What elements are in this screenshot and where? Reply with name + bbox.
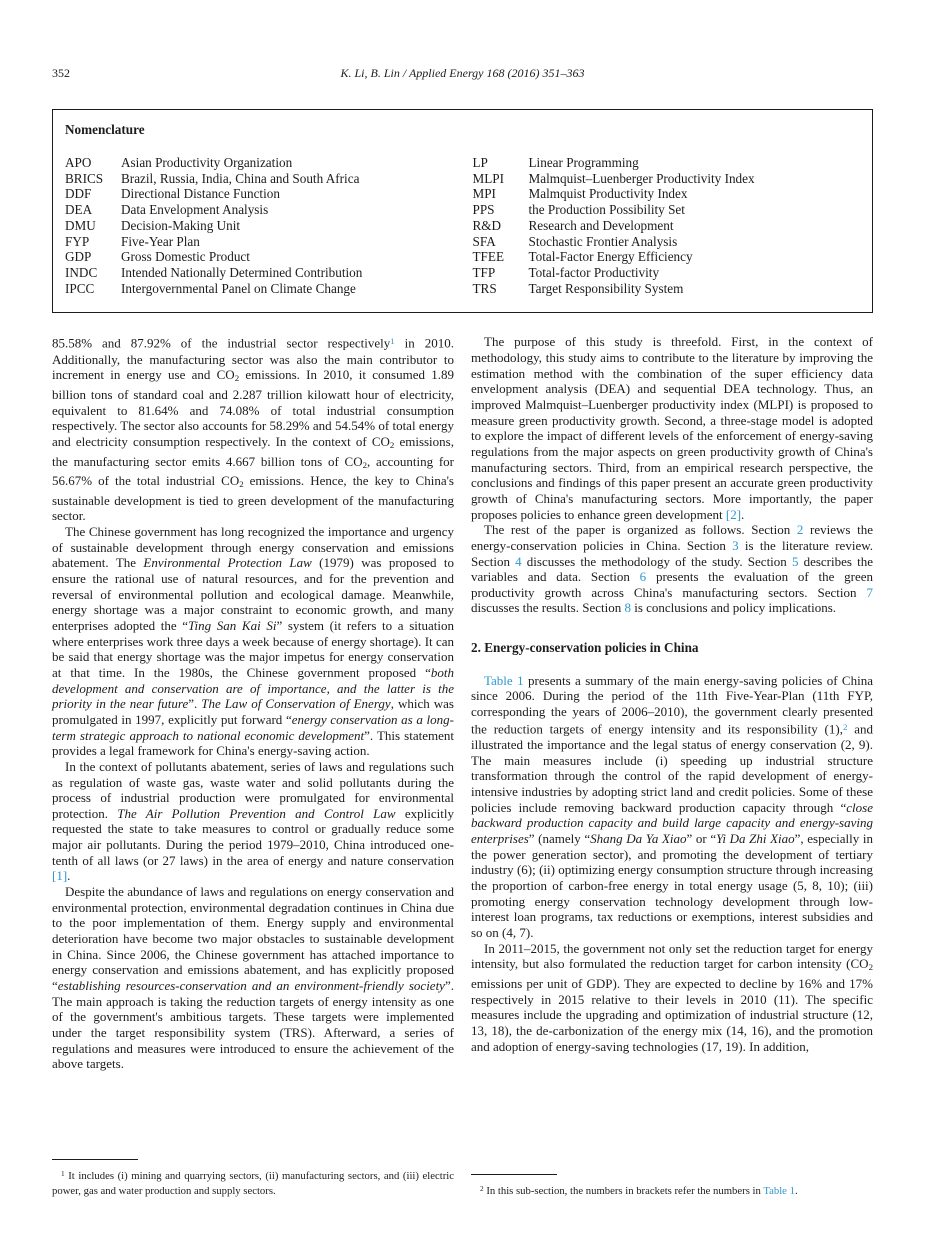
abbreviation: R&D (472, 217, 502, 233)
cross-reference-link[interactable]: [1] (52, 868, 68, 884)
definition: Total-Factor Energy Efficiency (528, 249, 693, 265)
nomenclature-entry (473, 249, 861, 265)
definition: Stochastic Frontier Analysis (528, 233, 678, 249)
abbreviation: MLPI (472, 170, 505, 186)
definition: Gross Domestic Product (121, 249, 250, 265)
definition: Intergovernmental Panel on Climate Change (121, 280, 356, 296)
definition: Directional Distance Function (121, 186, 280, 202)
nomenclature-right-list (453, 155, 861, 296)
text-segment: 2 (389, 439, 395, 450)
text-segment: The Law of Conservation of Energy (201, 696, 391, 712)
paragraph: In the context of pollutants abatement, series of laws and regulations such as regulation of waste gas, waste water and solid pollutants during the process of industrial production were promulgated for environmental protection. The Air Pollution Prevention and Control Law explicitly requested the state to take measures to control or gradually reduce some major air pollutants. During the period 1979–2010, China introduced one-tenth of all laws (or 27 laws) in the area of energy and nature conservation [1]. (52, 758, 454, 884)
paragraph: In 2011–2015, the government not only set the reduction target for energy intensity, but also formulated the reduction target for carbon intensity (CO2 emissions per unit of GDP). They are expected to decline by 16% and 17% respectively in 2015 relative to their levels in 2010 (11). The specific measures include the upgrading and optimization of industrial structure (12, 13, 18), the de-carbonization of the energy mix (14, 16), and the promotion and adoption of energy-saving technologies (17, 19). In addition, (471, 940, 873, 1054)
nomenclature-entry (65, 218, 453, 234)
nomenclature-entry (65, 234, 453, 250)
cross-reference-link[interactable]: 5 (791, 553, 799, 569)
cross-reference-link[interactable]: 8 (624, 600, 631, 616)
footnote-text: $^1$ It includes (i) mining and quarrying sectors, (ii) manufacturing sectors, and (iii) electric power, gas and water production and supply sectors. (52, 1170, 454, 1197)
right-column (471, 334, 873, 1198)
nomenclature-left-list (65, 155, 453, 296)
nomenclature-box (52, 109, 873, 313)
abbreviation: BRICS (65, 170, 104, 186)
definition: Malmquist Productivity Index (528, 186, 688, 202)
abbreviation: LP (472, 155, 488, 170)
nomenclature-entry (473, 281, 861, 297)
section-heading: 2. Energy-conservation policies in China (471, 640, 699, 656)
page-number: 352 (52, 66, 70, 80)
cross-reference-link[interactable]: 7 (866, 584, 873, 600)
definition: Linear Programming (528, 155, 639, 170)
body-columns (52, 334, 873, 1198)
cross-reference-link[interactable]: 2 (842, 721, 848, 732)
nomenclature-entry (65, 202, 453, 218)
definition: Research and Development (528, 217, 674, 233)
text-segment: 2 (234, 373, 240, 384)
abbreviation: DMU (65, 217, 96, 233)
nomenclature-entry (65, 249, 453, 265)
abbreviation: FYP (65, 233, 90, 249)
definition: Decision-Making Unit (121, 217, 241, 233)
nomenclature-entry (65, 171, 453, 187)
definition: Data Envelopment Analysis (121, 202, 269, 218)
paragraph: The purpose of this study is threefold. First, in the context of methodology, this study aims to contribute to the literature by improving the estimation method with the combination of the super efficiency data envelopment analysis (DEA) and sequential DEA technology. Thus, an improved Malmquist–Luenberger productivity index (MLPI) is proposed to measure green productivity growth. Second, a three-stage model is adopted to explore the impact of different levels of the enforcement of energy-saving regulations from the major aspects on green productivity growth of China's manufacturing sectors. Third, from an empirical research perspective, the conclusions and findings of this paper present an accurate green productivity growth of China's manufacturing sectors. More importantly, the paper proposes policies to enhance green development [2]. (471, 334, 873, 522)
nomenclature-entry (65, 281, 453, 297)
abbreviation: APO (65, 155, 92, 170)
text-segment: Environmental Protection Law (143, 555, 312, 571)
footnote-divider (52, 1159, 138, 1160)
cross-reference-link[interactable]: 6 (639, 569, 647, 585)
text-segment: establishing resources-conservation and an environment-friendly society (57, 978, 445, 994)
definition: Brazil, Russia, India, China and South Africa (121, 170, 360, 186)
abbreviation: MPI (472, 186, 496, 202)
cross-reference-link[interactable]: 1 (390, 336, 395, 347)
definition: Five-Year Plan (121, 233, 200, 249)
running-title: K. Li, B. Lin / Applied Energy 168 (2016) 351–363 (340, 66, 585, 80)
nomenclature-entry (65, 265, 453, 281)
abbreviation: INDC (65, 264, 98, 280)
nomenclature-entry (473, 171, 861, 187)
cross-reference-link[interactable]: Table 1 (763, 1184, 795, 1197)
text-segment: 2 (868, 962, 873, 973)
footnote-text: $^2$ In this sub-section, the numbers in brackets refer the numbers in Table 1. (480, 1184, 798, 1197)
text-segment: close backward production capacity and build large capacity and energy-saving enterprises (471, 799, 873, 847)
text-segment: Yi Da Zhi Xiao (716, 831, 795, 847)
abbreviation: TFP (472, 264, 496, 280)
paragraph: Table 1 presents a summary of the main energy-saving policies of China since 2006. During the period of the 11th Five-Year-Plan (11th FYP, corresponding the years of 2006–2010), the government clearly presented the reduction targets of energy intensity and its responsibility (1),$^2$ and illustrated the importance and the legal status of energy conservation (2, 9). The main measures include (i) speeding up industrial structure transformation through the control of the rapid development of energy-intensive industries by adopting strict land and credit policies. Some of these policies include removing backward production capacity through “close backward production capacity and build large capacity and energy-saving enterprises” (namely “Shang Da Ya Xiao” or “Yi Da Zhi Xiao”, especially in the power generation sector), and promoting the development of tertiary industry (6); (ii) optimizing energy consumption structure through increasing the proportion of carbon-free energy in total energy usage (5, 8, 10); (iii) promoting energy conservation technology development through low-interest loan programs, tax reductions or exemptions, interest subsidies and so on (4, 7). (471, 672, 873, 940)
nomenclature-entry (473, 202, 861, 218)
definition: Intended Nationally Determined Contribution (121, 264, 363, 280)
abbreviation: GDP (65, 249, 92, 265)
paragraph: 85.58% and 87.92% of the industrial sector respectively$^1$ in 2010. Additionally, the manufacturing sector was also the main contributor to increment in energy use and CO2 emissions. In 2010, it consumed 1.89 billion tons of standard coal and 2.287 trillion kilowatt hour of electricity, equivalent to 81.64% and 74.08% of total industrial consumption respectively. The sector also accounts for 58.29% and 54.54% of total energy and electricity consumption respectively. In the context of CO2 emissions, the manufacturing sector emits 4.667 billion tons of CO2, accounting for 56.67% of the total industrial CO2 emissions. Hence, the key to China's sustainable development is tied to green development of the manufacturing sector. (52, 336, 454, 524)
text-segment: energy conservation as a long-term strategic approach to national economic development (52, 711, 454, 743)
definition: Total-factor Productivity (528, 264, 660, 280)
abbreviation: DEA (65, 202, 93, 218)
definition: Target Responsibility System (528, 280, 684, 296)
text-segment: 2 (480, 1184, 484, 1193)
nomenclature-entry (473, 265, 861, 281)
nomenclature-entry (65, 186, 453, 202)
definition: Asian Productivity Organization (121, 155, 293, 170)
footnote-1 (52, 1159, 454, 1198)
abbreviation: SFA (472, 233, 496, 249)
text-segment: 2 (362, 459, 368, 470)
nomenclature-entry (473, 218, 861, 234)
text-segment: both development and conservation are of importance, and the latter is the priority in the near future (52, 664, 454, 712)
cross-reference-link[interactable]: 4 (515, 553, 522, 569)
abbreviation: DDF (65, 186, 92, 202)
cross-reference-link[interactable]: 3 (732, 537, 739, 553)
nomenclature-entry (473, 234, 861, 250)
page-header (52, 66, 873, 83)
abbreviation: IPCC (65, 280, 95, 296)
text-segment: 2 (239, 479, 244, 490)
nomenclature-columns (65, 155, 860, 296)
paragraph: Despite the abundance of laws and regulations on energy conservation and environmental protection, environmental degradation continues in China due to the poor implementation of them. Energy supply and environmental deterioration have become two major obstacles to sustainable development in China. Since 2006, the Chinese government has attached importance to energy conservation and emissions abatement, and has explicitly proposed “establishing resources-conservation and an environment-friendly society”. The main approach is taking the reduction targets of energy intensity as one of the government's ambitious targets. These targets were implemented under the target responsibility system (TRS). Afterward, a series of regulations and measures were introduced to ensure the achievement of the above targets. (52, 884, 454, 1072)
abbreviation: PPS (472, 202, 495, 218)
nomenclature-entry (473, 186, 861, 202)
text-segment: Ting San Kai Si (188, 617, 277, 633)
text-segment: The Air Pollution Prevention and Control Law (117, 805, 396, 821)
footnote-2 (471, 1174, 873, 1199)
paragraph: The Chinese government has long recognized the importance and urgency of sustainable development through energy conservation and emissions abatement. The Environmental Protection Law (1979) was proposed to ensure the rational use of natural resources, and for the prevention and reversal of environmental pollution and ecological damage. Meanwhile, energy shortage was a major constraint to economic growth, and many enterprises adopted the “Ting San Kai Si” system (it refers to a situation where enterprises work three days a week because of energy shortage). It can be said that energy shortage was the major impetus for energy conservation at that time. In the 1980s, the Chinese government proposed “both development and conservation are of importance, and the latter is the priority in the near future”. The Law of Conservation of Energy, which was promulgated in 1997, explicitly put forward “energy conservation as a long-term strategic approach to national economic development”. This statement provides a legal framework for China's energy-saving action. (52, 524, 455, 759)
definition: Malmquist–Luenberger Productivity Index (528, 170, 755, 186)
text-segment: Shang Da Ya Xiao (590, 831, 687, 847)
footnote-divider (471, 1174, 557, 1175)
definition: the Production Possibility Set (528, 202, 685, 218)
abbreviation: TRS (472, 280, 497, 296)
cross-reference-link[interactable]: [2] (725, 506, 742, 522)
nomenclature-title: Nomenclature (65, 122, 145, 137)
paragraph: The rest of the paper is organized as follows. Section 2 reviews the energy-conservation policies in China. Section 3 is the literature review. Section 4 discusses the methodology of the study. Section 5 describes the variables and data. Section 6 presents the evaluation of the green productivity growth across China's manufacturing sectors. Section 7 discusses the results. Section 8 is conclusions and policy implications. (471, 522, 874, 616)
text-segment: 1 (61, 1170, 65, 1179)
nomenclature-entry (473, 155, 861, 171)
left-column (52, 334, 454, 1198)
nomenclature-entry (65, 155, 453, 171)
cross-reference-link[interactable]: Table 1 (484, 672, 524, 688)
abbreviation: TFEE (472, 249, 505, 265)
cross-reference-link[interactable]: 2 (796, 522, 804, 538)
